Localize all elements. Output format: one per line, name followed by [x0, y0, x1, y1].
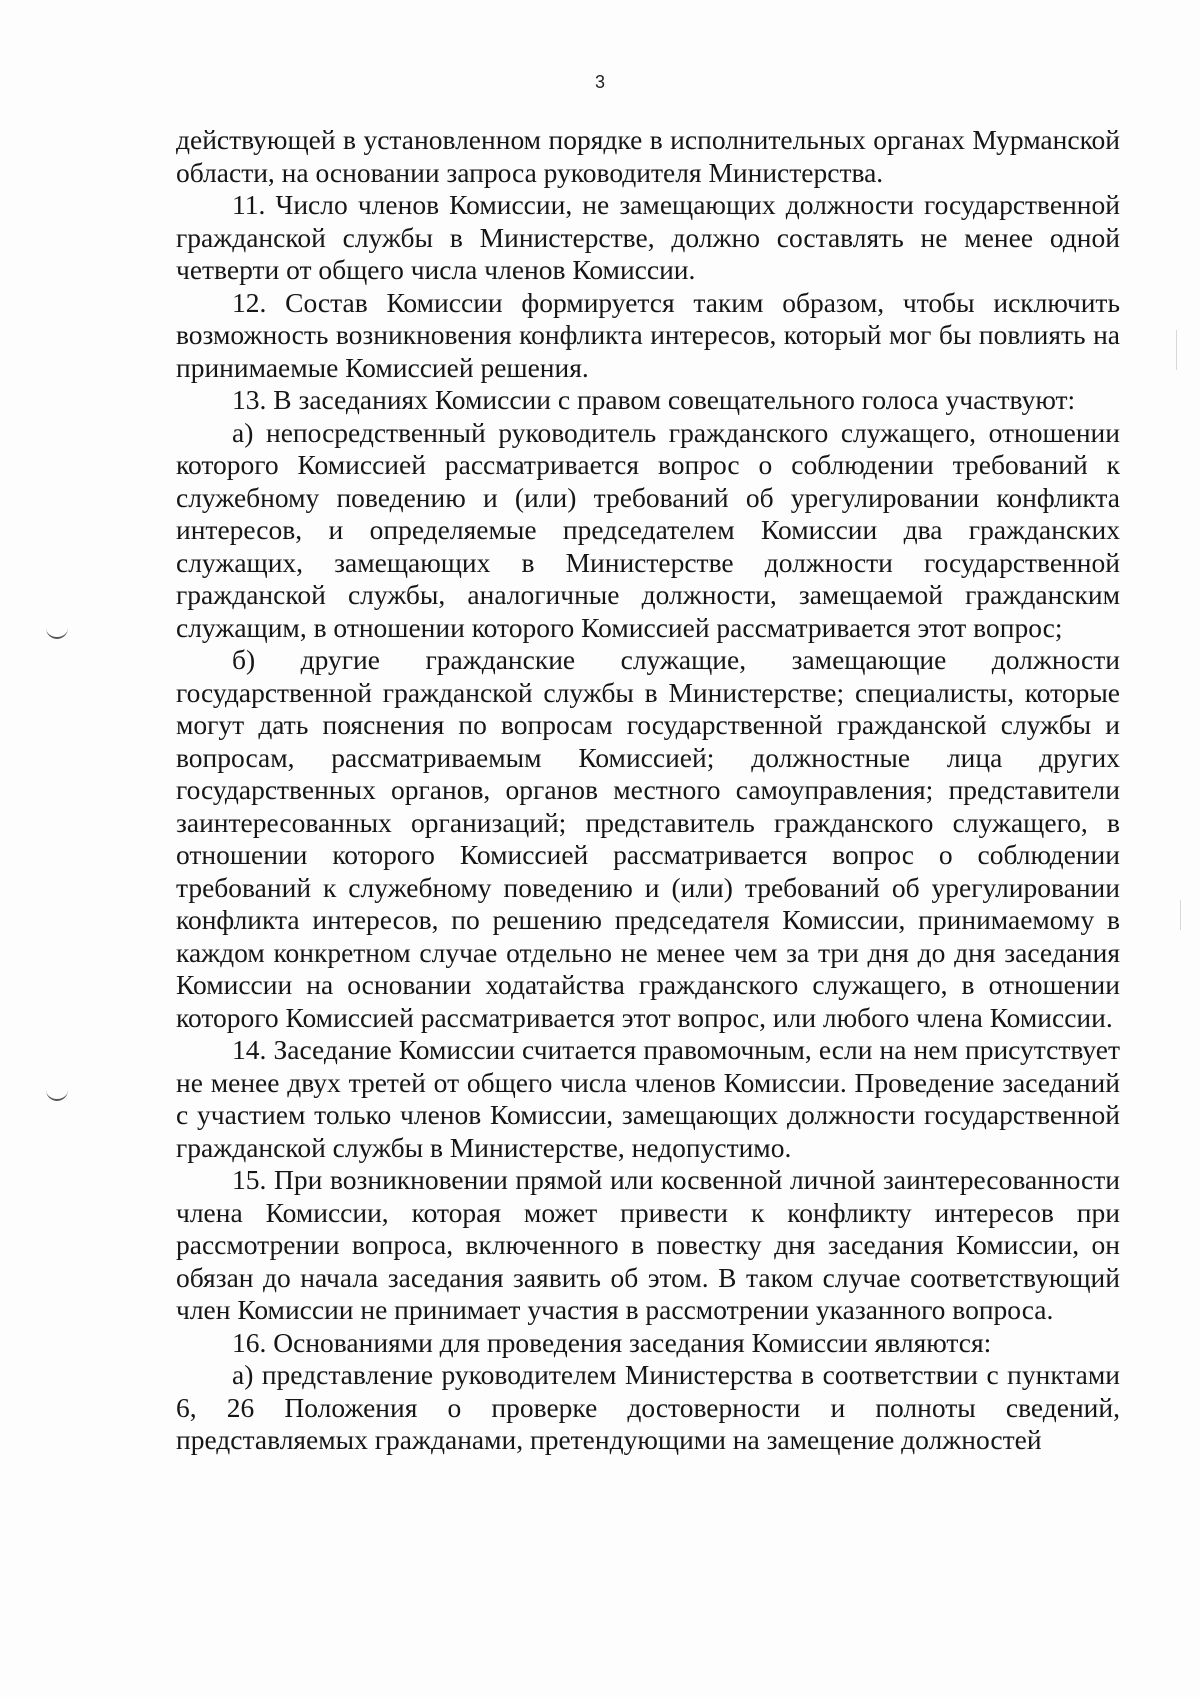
- paragraph-15: 15. При возникновении прямой или косвенной личной заинтересованности члена Комиссии, которая может привести к конфликту интересов при рассмотрении вопроса, включенного в повестку дня заседания Комиссии, он обязан до начала заседания заявить об этом. В таком случае соответствующий член Комиссии не принимает участия в рассмотрении указанного вопроса.: [176, 1164, 1120, 1325]
- paragraph-16: 16. Основаниями для проведения заседания Комиссии являются:: [232, 1326, 992, 1358]
- page-number: 3: [594, 72, 605, 92]
- paragraph-13: 13. В заседаниях Комиссии с правом совещательного голоса участвуют:: [232, 384, 1076, 415]
- paragraph-14: 14. Заседание Комиссии считается правомочным, если на нем присутствует не менее двух третей от общего числа членов Комиссии. Проведение заседаний с участием только членов Комиссии, замещающих должности государственной гражданской службы в Министерстве, недопустимо.: [176, 1034, 1120, 1163]
- paragraph-11: 11. Число членов Комиссии, не замещающих должности государственной гражданской службы в Министерстве, должно составлять не менее одной четверти от общего числа членов Комиссии.: [176, 189, 1120, 285]
- document-body: [176, 124, 1120, 1457]
- paragraph-continuation: действующей в установленном порядке в исполнительных органах Мурманской области, на основании запроса руководителя Министерства.: [176, 124, 1120, 188]
- scan-artifact: [1180, 900, 1181, 930]
- scan-artifact: [1176, 330, 1177, 370]
- paragraph-12: 12. Состав Комиссии формируется таким образом, чтобы исключить возможность возникновения конфликта интересов, который мог бы повлиять на принимаемые Комиссией решения.: [176, 286, 1120, 383]
- paragraph-13-a: а) непосредственный руководитель гражданского служащего, отношении которого Комиссией рассматривается вопрос о соблюдении требований к служебному поведению и (или) требований об урегулировании конфликта интересов, и определяемые председателем Комиссии два гражданских служащих, замещающих в Министерстве должности государственной гражданской службы, аналогичные должности, замещаемой гражданским служащим, в отношении которого Комиссией рассматривается этот вопрос;: [176, 416, 1120, 643]
- binding-hole-mark: [46, 628, 68, 639]
- paragraph-13-b: б) другие гражданские служащие, замещающие должности государственной гражданской службы в Министерстве; специалисты, которые могут дать пояснения по вопросам государственной гражданской службы и вопросам, рассматриваемым Комиссией; должностные лица других государственных органов, органов местного самоуправления; представители заинтересованных организаций; представитель гражданского служащего, в отношении которого Комиссией рассматривается вопрос о соблюдении требований к служебному поведению и (или) требований об урегулировании конфликта интересов, по решению председателя Комиссии, принимаемому в каждом конкретном случае отдельно не менее чем за три дня до дня заседания Комиссии на основании ходатайства гражданского служащего, в отношении которого Комиссией рассматривается этот вопрос, или любого члена Комиссии.: [176, 644, 1120, 1033]
- paragraph-16-a: а) представление руководителем Министерства в соответствии с пунктами 6, 26 Положения о проверке достоверности и полноты сведений, представляемых гражданами, претендующими на замещение должностей: [176, 1359, 1120, 1455]
- binding-hole-mark: [46, 1090, 68, 1101]
